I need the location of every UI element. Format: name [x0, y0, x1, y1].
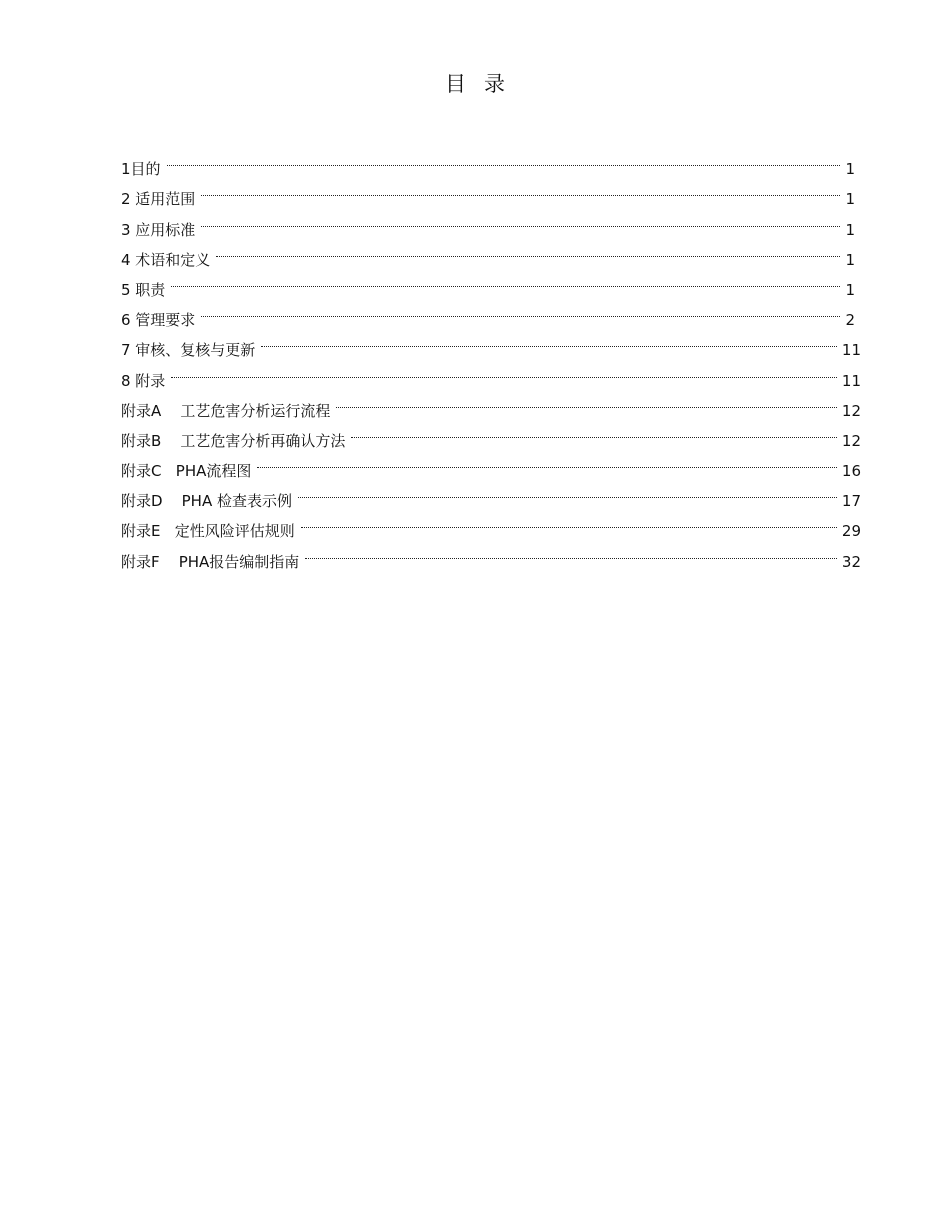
toc-entry-page: 1 [845, 160, 855, 179]
toc-entry-page: 12 [841, 431, 861, 450]
toc-entry-page: 2 [845, 311, 855, 330]
toc-leader-dots [351, 416, 839, 446]
toc-leader-dots [298, 476, 839, 506]
toc-leader-dots [305, 536, 839, 566]
toc-entry[interactable] [121, 204, 861, 239]
toc-entry-label: 3 应用标准 [121, 220, 196, 239]
toc-entry-label: 1目的 [121, 160, 161, 179]
toc-title: 目录 [445, 72, 523, 96]
toc-leader-dots [201, 295, 842, 325]
toc-leader-dots [167, 144, 843, 174]
toc-entry-page: 1 [845, 220, 855, 239]
toc-entry-page: 1 [845, 190, 855, 209]
toc-entry[interactable] [121, 325, 861, 360]
toc-entry-label: 5 职责 [121, 280, 166, 299]
toc-entry-page: 11 [841, 341, 861, 360]
toc-entry-page: 17 [841, 492, 861, 511]
toc-leader-dots [201, 174, 842, 204]
toc-entry-page: 16 [841, 462, 861, 481]
toc-entry-label: 附录E 定性风险评估规则 [121, 522, 295, 541]
toc-leader-dots [261, 325, 839, 355]
toc-entry-label: 4 术语和定义 [121, 250, 211, 269]
toc-entry[interactable] [121, 144, 861, 179]
toc-entry-label: 7 审核、复核与更新 [121, 341, 256, 360]
toc-entry-label: 附录B 工艺危害分析再确认方法 [121, 431, 346, 450]
toc-list [121, 144, 861, 571]
toc-leader-dots [171, 265, 842, 295]
toc-entry[interactable] [121, 174, 861, 209]
toc-leader-dots [171, 355, 839, 385]
toc-entry-label: 附录D PHA 检查表示例 [121, 492, 292, 511]
toc-entry[interactable] [121, 295, 861, 330]
toc-leader-dots [301, 506, 839, 536]
toc-leader-dots [257, 446, 839, 476]
toc-entry-label: 附录A 工艺危害分析运行流程 [121, 401, 331, 420]
toc-entry-label: 附录C PHA流程图 [121, 462, 252, 481]
toc-entry-page: 11 [841, 371, 861, 390]
toc-entry-label: 8 附录 [121, 371, 166, 390]
toc-entry-label: 2 适用范围 [121, 190, 196, 209]
toc-entry-page: 1 [845, 250, 855, 269]
toc-entry-page: 32 [841, 552, 861, 571]
toc-entry-page: 29 [841, 522, 861, 541]
toc-entry[interactable] [121, 235, 861, 269]
toc-leader-dots [216, 235, 842, 265]
toc-entry[interactable] [121, 386, 861, 420]
toc-leader-dots [336, 386, 839, 416]
toc-entry-label: 附录F PHA报告编制指南 [121, 552, 300, 571]
toc-entry[interactable] [121, 355, 861, 390]
toc-entry[interactable] [121, 265, 861, 299]
toc-entry-page: 1 [845, 280, 855, 299]
toc-leader-dots [201, 204, 842, 234]
toc-entry-page: 12 [841, 401, 861, 420]
toc-entry-label: 6 管理要求 [121, 311, 196, 330]
